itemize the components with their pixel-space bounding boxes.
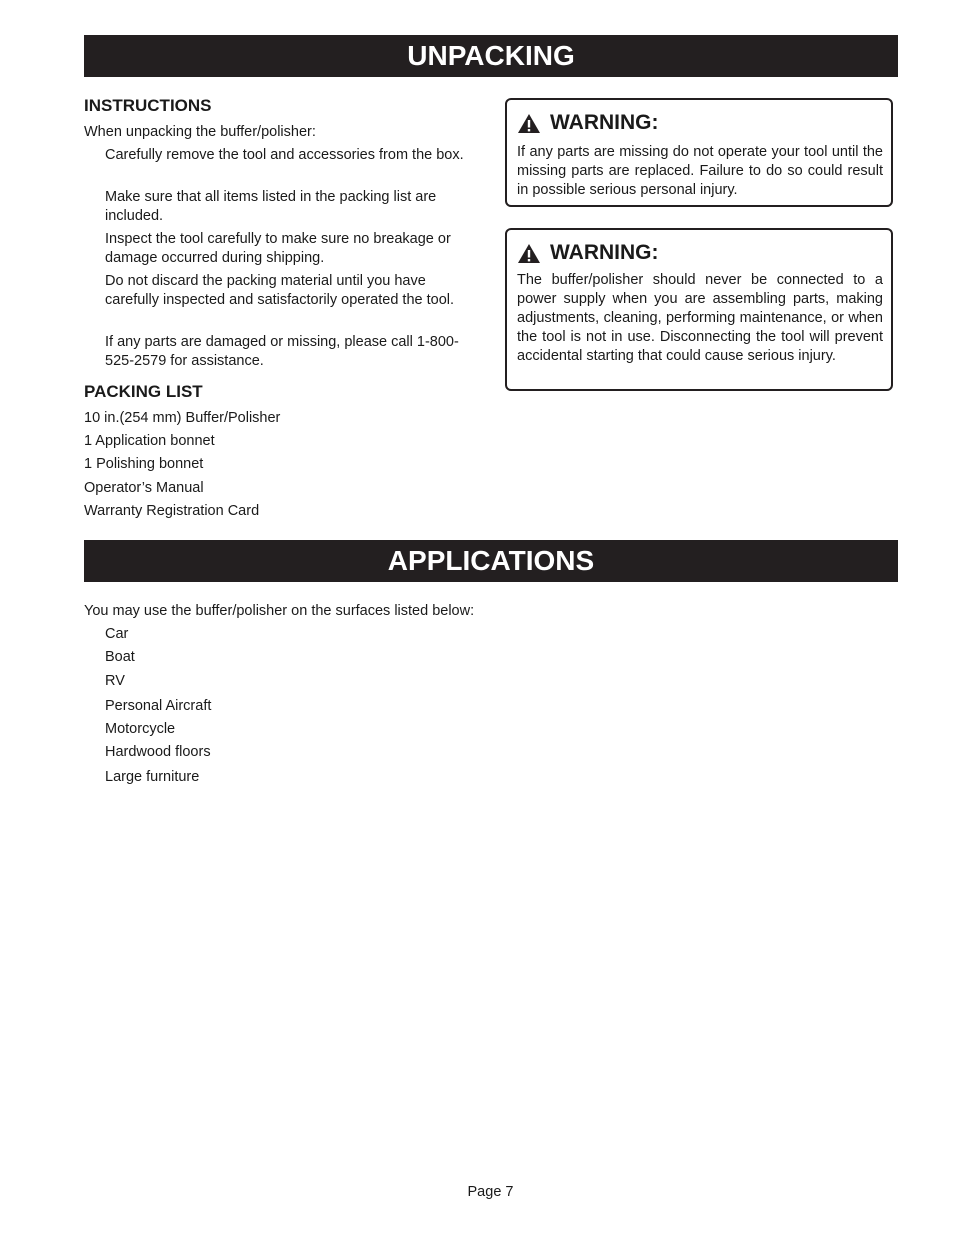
surface-item: Car	[105, 626, 129, 642]
surface-item: Large furniture	[105, 769, 200, 785]
warning-text: The buffer/polisher should never be connected to a power supply when you are assembling parts, making adjustments, cleaning, performing maintenance, or when the tool is not in use. Disconnecting the tool will prevent accidental starting that could cause serious injury.	[517, 272, 883, 364]
warning-triangle-icon	[517, 113, 541, 134]
surface-item: RV	[105, 673, 125, 689]
applications-title: APPLICATIONS	[84, 540, 898, 582]
warning-heading	[517, 110, 659, 136]
instruction-step: Do not discard the packing material until you have carefully inspected and satisfactorily operated the tool.	[105, 273, 455, 308]
warning-heading-text: WARNING:	[550, 241, 659, 264]
packing-list-item: 1 Application bonnet	[84, 433, 215, 449]
surface-item: Personal Aircraft	[105, 698, 212, 714]
warning-heading-text: WARNING:	[550, 111, 659, 134]
instruction-step: Inspect the tool carefully to make sure no breakage or damage occurred during shipping.	[105, 231, 451, 266]
applications-intro: You may use the buffer/polisher on the surfaces listed below:	[84, 603, 475, 619]
warning-heading	[517, 240, 659, 266]
packing-list-item: Operator’s Manual	[84, 480, 204, 496]
packing-list-item: 10 in.(254 mm) Buffer/Polisher	[84, 410, 281, 426]
packing-list-item: Warranty Registration Card	[84, 503, 260, 519]
surface-item: Boat	[105, 649, 135, 665]
instructions-intro: When unpacking the buffer/polisher:	[84, 124, 316, 140]
packing-list-heading: PACKING LIST	[84, 382, 203, 401]
page-number: Page 7	[467, 1184, 514, 1200]
surface-item: Hardwood floors	[105, 744, 211, 760]
packing-list-item: 1 Polishing bonnet	[84, 456, 204, 472]
warning-box	[505, 98, 893, 207]
instruction-step: Carefully remove the tool and accessories from the box.	[105, 147, 464, 163]
unpacking-title: UNPACKING	[84, 35, 898, 77]
warning-box	[505, 228, 893, 391]
instruction-step: Make sure that all items listed in the packing list are included.	[105, 189, 437, 224]
instruction-step: If any parts are damaged or missing, please call 1-800-525-2579 for assistance.	[105, 334, 459, 369]
warning-triangle-icon	[517, 243, 541, 264]
warning-text: If any parts are missing do not operate your tool until the missing parts are replaced. Failure to do so could result in possible serious personal injury.	[517, 144, 883, 198]
instructions-heading: INSTRUCTIONS	[84, 96, 212, 115]
surface-item: Motorcycle	[105, 721, 176, 737]
